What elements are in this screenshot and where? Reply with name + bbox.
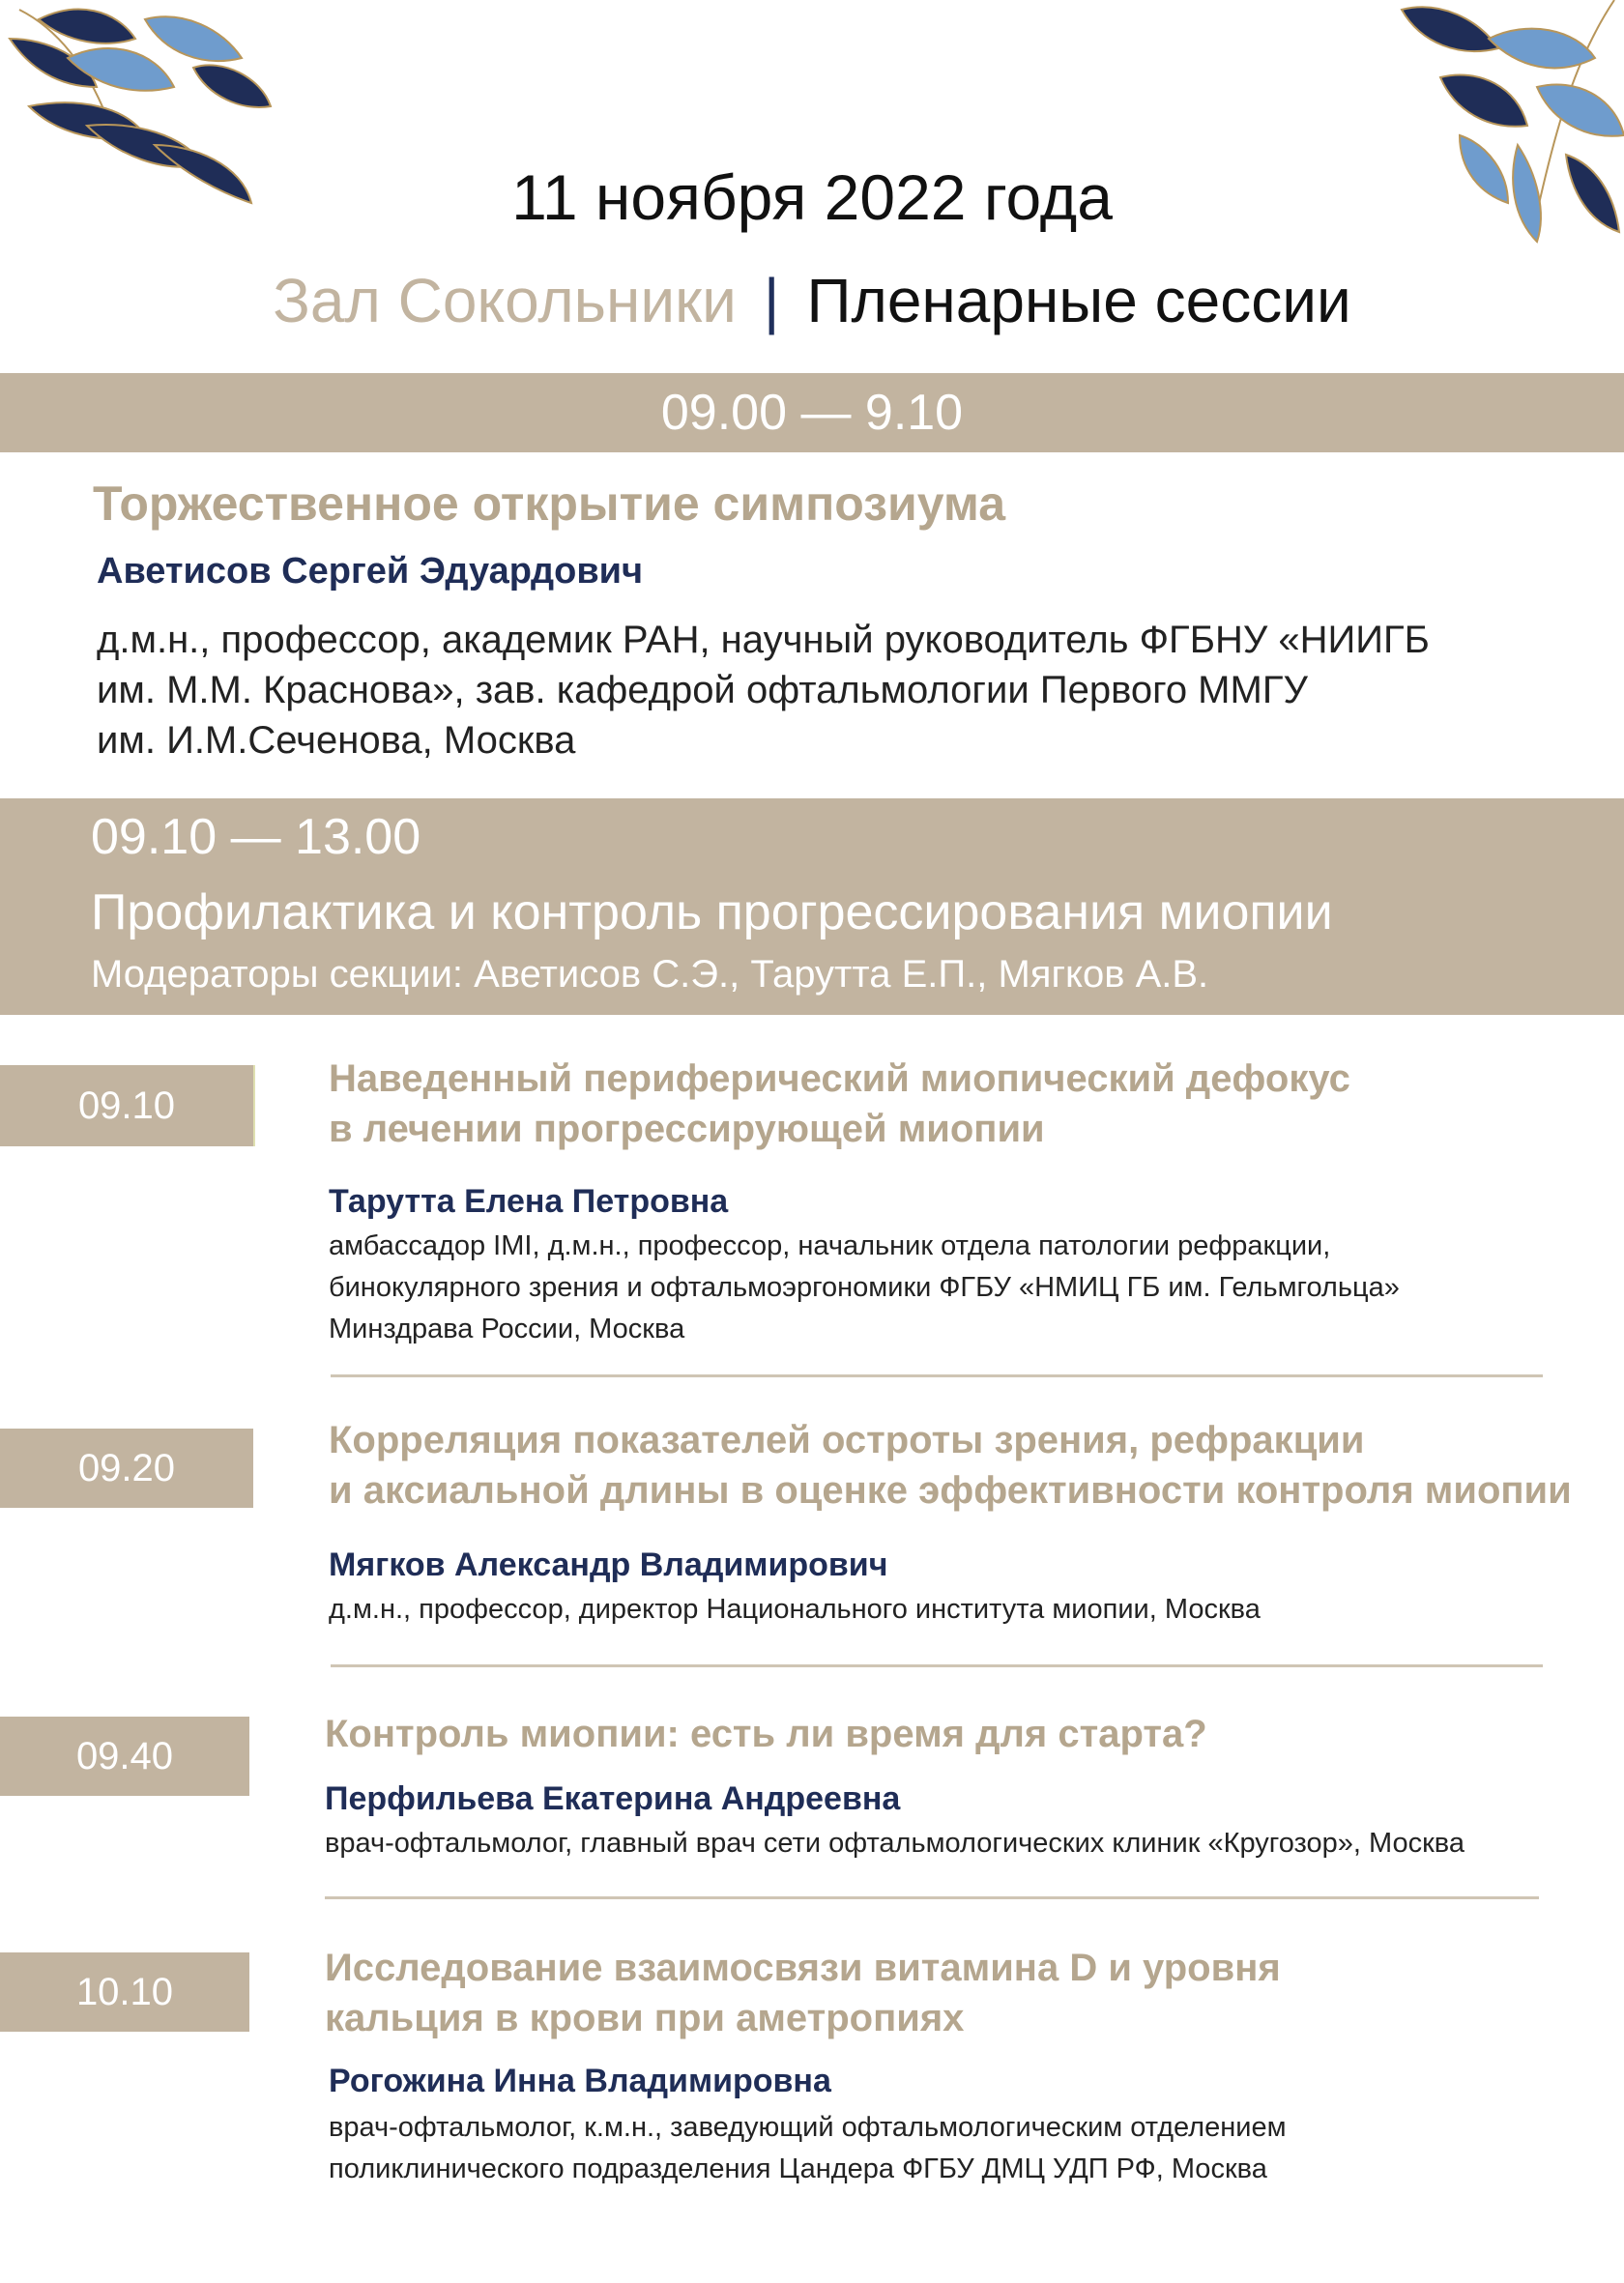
opening-affiliation (97, 615, 1430, 766)
talk-time-badge: 09.10 (0, 1065, 255, 1146)
section-moderators: Модераторы секции: Аветисов С.Э., Тарутта Е.П., Мягков А.В. (91, 953, 1209, 996)
section-band (0, 798, 1624, 1015)
talk-affiliation: д.м.н., профессор, директор Национального института миопии, Москва (329, 1594, 1261, 1625)
session-type: Пленарные сессии (806, 266, 1351, 335)
talk-affiliation: врач-офтальмолог, главный врач сети офтальмологических клиник «Кругозор», Москва (325, 1828, 1464, 1859)
talk-speaker: Тарутта Елена Петровна (329, 1183, 729, 1220)
section-time: 09.10 — 13.00 (91, 809, 421, 865)
talk-title: Корреляция показателей остроты зрения, рефракции и аксиальной длины в оценке эффективности контроля миопии (329, 1419, 1572, 1512)
opening-title: Торжественное открытие симпозиума (93, 477, 1006, 531)
talk-affiliation: амбассадор IMI, д.м.н., профессор, начальник отдела патологии рефракции, бинокулярного зрения и офтальмоэргономики ФГБУ «НМИЦ ГБ им. Гельмгольца» Минздрава России, Москва (329, 1230, 1400, 1344)
talk-title: Контроль миопии: есть ли время для старта? (325, 1713, 1207, 1755)
section-title: Профилактика и контроль прогрессирования миопии (91, 884, 1333, 940)
talk-title: Исследование взаимосвязи витамина D и уровня кальция в крови при аметропиях (325, 1947, 1281, 2039)
opening-time-band: 09.00 — 9.10 (0, 373, 1624, 452)
talk-affiliation: врач-офтальмолог, к.м.н., заведующий офтальмологическим отделением поликлинического подразделения Цандера ФГБУ ДМЦ УДП РФ, Москва (329, 2112, 1287, 2184)
talk-title: Наведенный периферический миопический дефокус в лечении прогрессирующей миопии (329, 1057, 1350, 1150)
affiliation-line: им. И.М.Сеченова, Москва (97, 719, 576, 762)
affiliation-line: им. М.М. Краснова», зав. кафедрой офтальмологии Первого ММГУ (97, 669, 1308, 711)
talk-speaker: Мягков Александр Владимирович (329, 1546, 888, 1583)
divider (325, 1896, 1539, 1899)
affiliation-line: д.м.н., профессор, академик РАН, научный руководитель ФГБНУ «НИИГБ (97, 619, 1430, 661)
event-date: 11 ноября 2022 года (511, 161, 1113, 233)
divider (331, 1374, 1543, 1377)
opening-speaker: Аветисов Сергей Эдуардович (97, 551, 644, 592)
divider (331, 1664, 1543, 1667)
talk-time-badge: 09.40 (0, 1717, 249, 1796)
talk-speaker: Рогожина Инна Владимировна (329, 2063, 831, 2099)
talk-speaker: Перфильева Екатерина Андреевна (325, 1780, 901, 1817)
hall-name: Зал Сокольники (273, 266, 737, 335)
talk-time-badge: 10.10 (0, 1952, 249, 2032)
hall-line (0, 265, 1624, 336)
talk-time-badge: 09.20 (0, 1429, 253, 1508)
separator: | (763, 266, 780, 335)
